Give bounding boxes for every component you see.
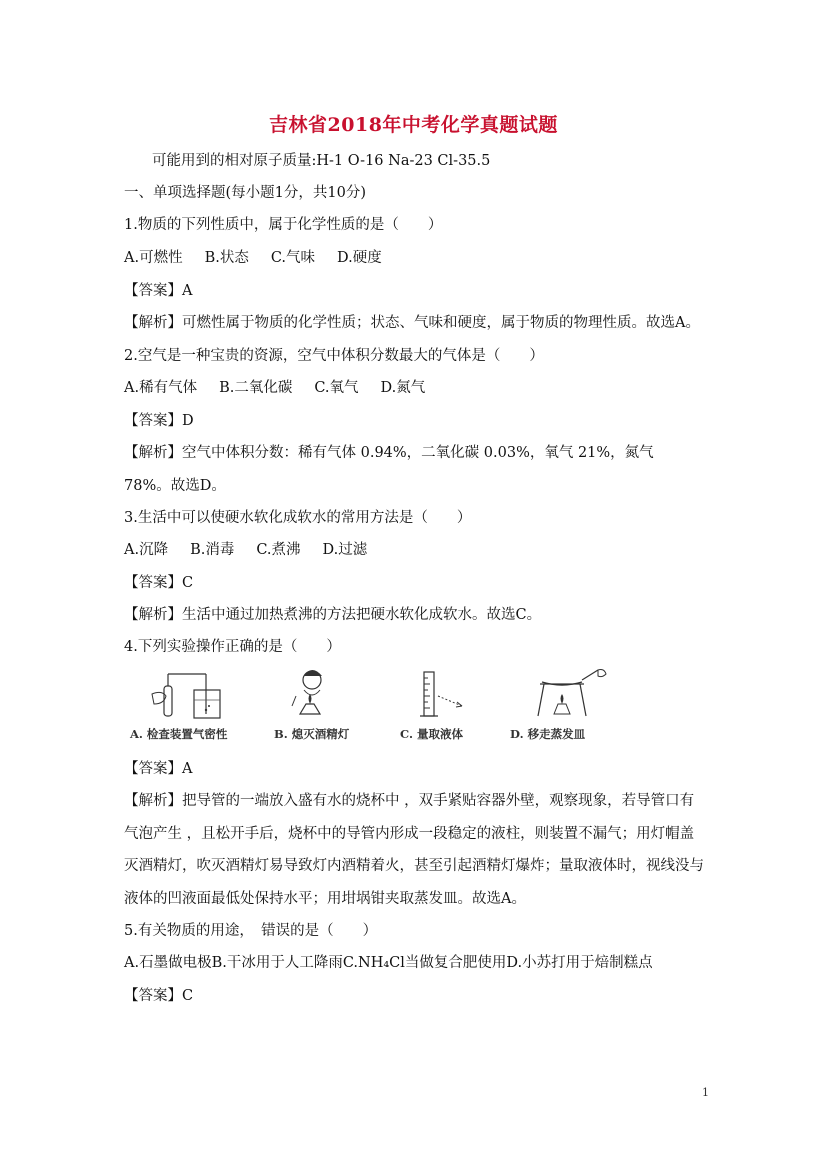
question-5-answer: 【答案】C bbox=[124, 988, 194, 1004]
question-4-figures bbox=[124, 666, 624, 750]
question-4-analysis: 【解析】把导管的一端放入盛有水的烧杯中 ，双手紧贴容器外壁，观察现象，若导管口有气泡产生 ，且松开手后，烧杯中的导管内形成一段稳定的液柱，则装置不漏气；用灯帽盖灭酒精灯，吹灭酒精灯易导致灯内酒精着火，甚至引起酒精灯爆炸；量取液体时，视线没与液体的凹液面最低处保持水平；用坩埚钳夹取蒸发皿。故选A。 bbox=[124, 793, 704, 907]
question-2-options bbox=[124, 378, 425, 398]
option-c: C.气味 bbox=[270, 250, 316, 266]
question-2-answer: 【答案】D bbox=[124, 413, 194, 429]
figure-b-caption: B. 熄灭酒精灯 bbox=[274, 727, 350, 741]
option-d: D.过滤 bbox=[322, 542, 368, 558]
option-c: C.氧气 bbox=[314, 380, 359, 396]
section-heading: 一、单项选择题(每小题1分，共10分) bbox=[124, 185, 366, 201]
question-3-answer: 【答案】C bbox=[124, 575, 194, 591]
option-b: B.消毒 bbox=[190, 542, 235, 558]
question-3-options bbox=[124, 540, 367, 560]
atomic-masses: 可能用到的相对原子质量:H-1 O-16 Na-23 Cl-35.5 bbox=[152, 153, 491, 169]
question-5-options: A.石墨做电极B.干冰用于人工降雨C.NH₄Cl当做复合肥使用D.小苏打用于焙制糕点 bbox=[124, 955, 653, 971]
figure-c-measure-liquid bbox=[404, 666, 484, 724]
option-a: A.沉降 bbox=[124, 542, 169, 558]
figure-d-move-dish bbox=[514, 666, 614, 724]
figure-c-caption: C. 量取液体 bbox=[400, 727, 463, 741]
question-1-stem: 1.物质的下列性质中，属于化学性质的是（ ） bbox=[124, 217, 443, 233]
figure-d-caption: D. 移走蒸发皿 bbox=[510, 727, 586, 741]
option-a: A.稀有气体 bbox=[124, 380, 198, 396]
question-5-stem: 5.有关物质的用途， 错误的是（ ） bbox=[124, 923, 378, 939]
option-a: A.可燃性 bbox=[124, 250, 183, 266]
question-4-stem: 4.下列实验操作正确的是（ ） bbox=[124, 639, 341, 655]
question-4-answer: 【答案】A bbox=[124, 761, 193, 777]
question-3-stem: 3.生活中可以使硬水软化成软水的常用方法是（ ） bbox=[124, 510, 472, 526]
figure-b-extinguish-lamp bbox=[274, 666, 354, 724]
question-1-options bbox=[124, 248, 382, 268]
option-d: D.硬度 bbox=[337, 250, 382, 266]
figure-a-airtightness-check bbox=[130, 666, 230, 724]
page-title: 吉林省2018年中考化学真题试题 bbox=[269, 114, 558, 136]
option-c: C.煮沸 bbox=[256, 542, 301, 558]
figure-a-caption: A. 检查装置气密性 bbox=[130, 727, 228, 741]
page-number: 1 bbox=[702, 1086, 709, 1099]
question-1-answer: 【答案】A bbox=[124, 283, 193, 299]
question-3-analysis: 【解析】生活中通过加热煮沸的方法把硬水软化成软水。故选C。 bbox=[124, 607, 542, 623]
option-d: D.氮气 bbox=[380, 380, 426, 396]
question-2-analysis: 【解析】空气中体积分数：稀有气体 0.94%，二氧化碳 0.03%，氧气 21%，氮气 78%。故选D。 bbox=[124, 445, 654, 494]
question-2-stem: 2.空气是一种宝贵的资源，空气中体积分数最大的气体是（ ） bbox=[124, 348, 544, 364]
question-1-analysis: 【解析】可燃性属于物质的化学性质；状态、气味和硬度，属于物质的物理性质。故选A。 bbox=[124, 315, 700, 331]
option-b: B.二氧化碳 bbox=[219, 380, 293, 396]
option-b: B.状态 bbox=[204, 250, 249, 266]
